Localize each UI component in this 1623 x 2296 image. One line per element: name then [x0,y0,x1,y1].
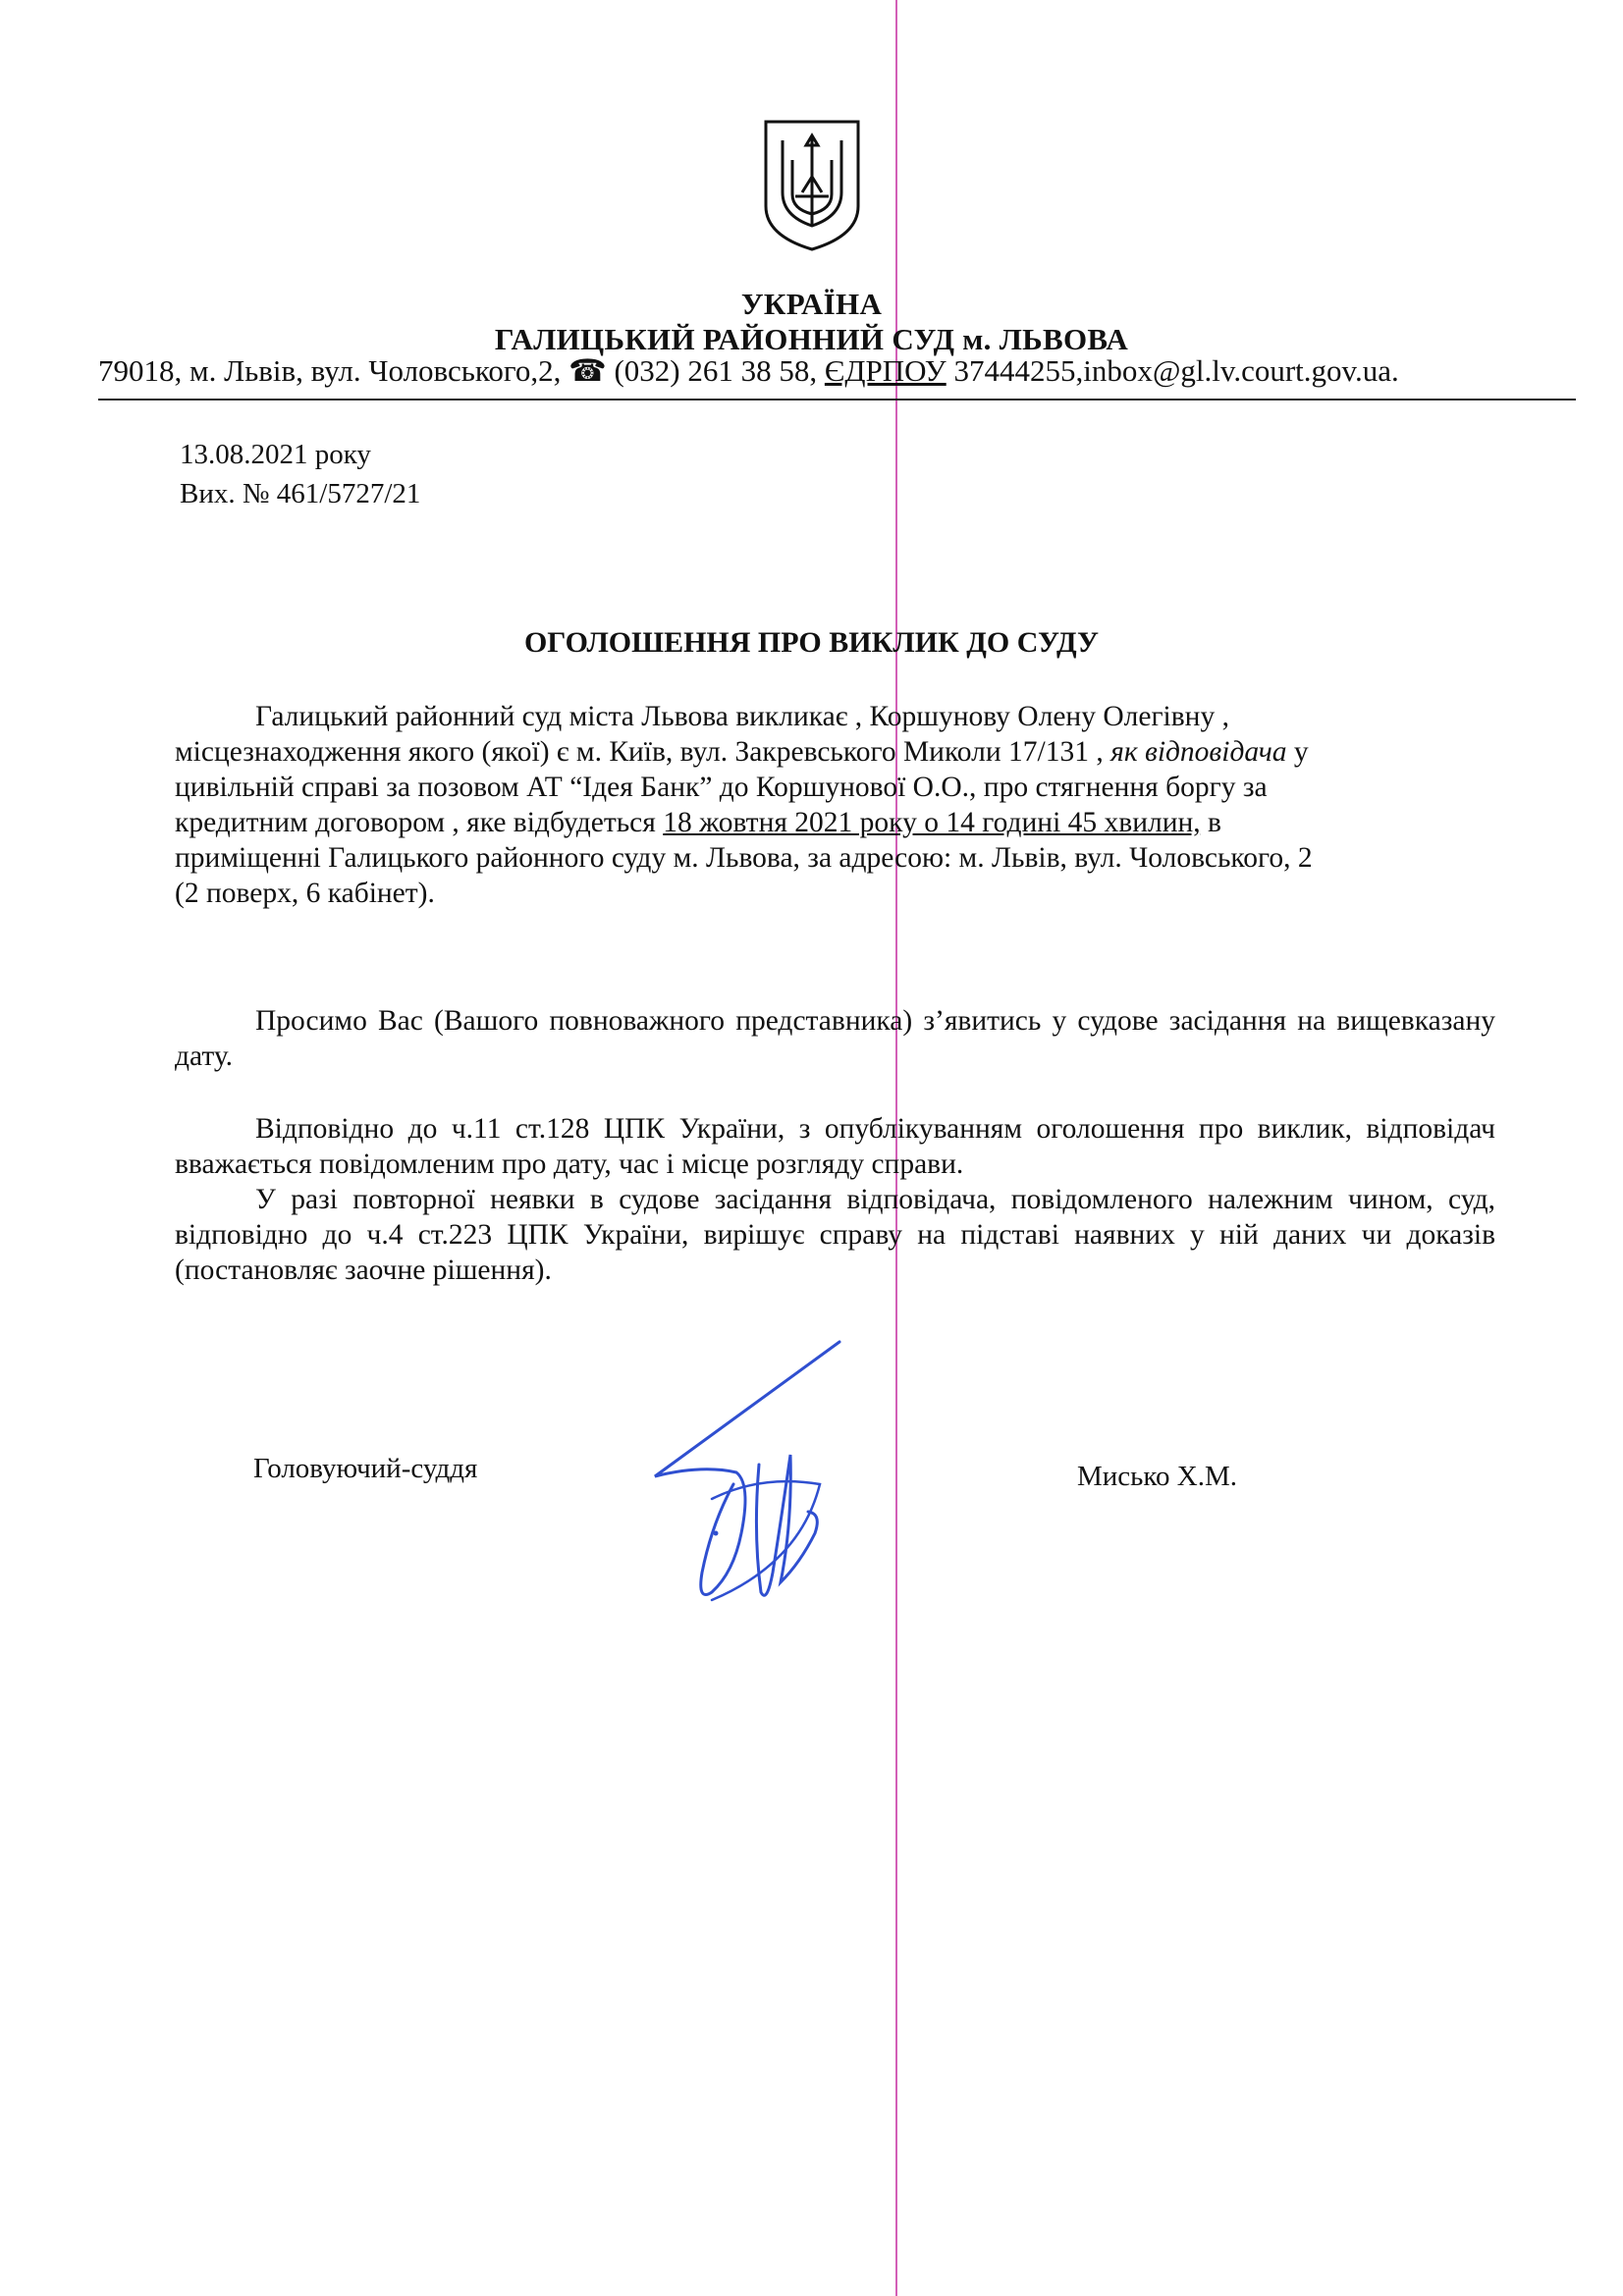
summons-line: приміщенні Галицького районного суду м. Львова, за адресою: м. Львів, вул. Чоловського, 2 [175,842,1313,874]
court-name-heading: ГАЛИЦЬКИЙ РАЙОННИЙ СУД м. ЛЬВОВА [494,322,1129,356]
document-date: 13.08.2021 року [180,439,371,470]
default-judgment-paragraph: У разі повторної неявки в судове засідання відповідача, повідомленого належним чином, суд, відповідно до ч.4 ст.223 ЦПК України, вирішує справу на підставі наявних у ній даних чи доказів (постановляє заочне рішення). [175,1184,1495,1286]
country-heading: УКРАЇНА [740,287,883,321]
judge-name: Мисько Х.М. [1077,1461,1237,1492]
summons-line: Галицький районний суд міста Львова викликає , Коршунову Олену Олегівну , [255,701,1229,732]
summons-line: цивільній справі за позовом АТ “Ідея Банк” до Коршунової О.О., про стягнення боргу за [175,772,1268,803]
summons-line: кредитним договором , яке відбудеться 18 жовтня 2021 року о 14 годині 45 хвилин, в [175,807,1221,838]
summons-paragraph [175,699,1495,911]
edrpou-label: ЄДРПОУ [824,353,947,388]
court-phone: (032) 261 38 58, [614,353,818,388]
edrpou-and-email: 37444255,inbox@gl.lv.court.gov.ua. [953,353,1399,388]
notification-paragraph: Відповідно до ч.11 ст.128 ЦПК України, з опублікуванням оголошення про виклик, відповідач вважається повідомленим про дату, час і місце розгляду справи. У разі повторної неявки в судове засідання відповідача, повідомленого належним чином, суд, відповідно до ч.4 ст.223 ЦПК України, вирішує справу на підставі наявних у ній даних чи доказів (постановляє заочне рішення). [175,1113,1495,1286]
phone-icon: ☎ [568,353,607,388]
court-address: 79018, м. Львів, вул. Чоловського,2, [98,353,562,388]
outgoing-number: Вих. № 461/5727/21 [180,478,421,509]
appear-request-paragraph: Просимо Вас (Вашого повноважного представника) з’явитись у судове засідання на вищевказану дату. [175,1005,1495,1072]
judge-role: Головуючий-суддя [253,1453,478,1484]
court-contacts [98,353,1571,389]
summons-line: (2 поверх, 6 кабінет). [175,878,435,909]
document-title: ОГОЛОШЕННЯ ПРО ВИКЛИК ДО СУДУ [523,626,1100,659]
coat-of-arms-emblem [758,116,866,253]
defendant-role: як відповідача [1110,736,1287,768]
header-divider [98,399,1576,400]
summons-line: місцезнаходження якого (якої) є м. Київ, вул. Закревського Миколи 17/131 , як відповідача у [175,736,1309,768]
handwritten-signature [643,1337,874,1624]
hearing-datetime: 18 жовтня 2021 року о 14 годині 45 хвилин, [663,807,1201,838]
